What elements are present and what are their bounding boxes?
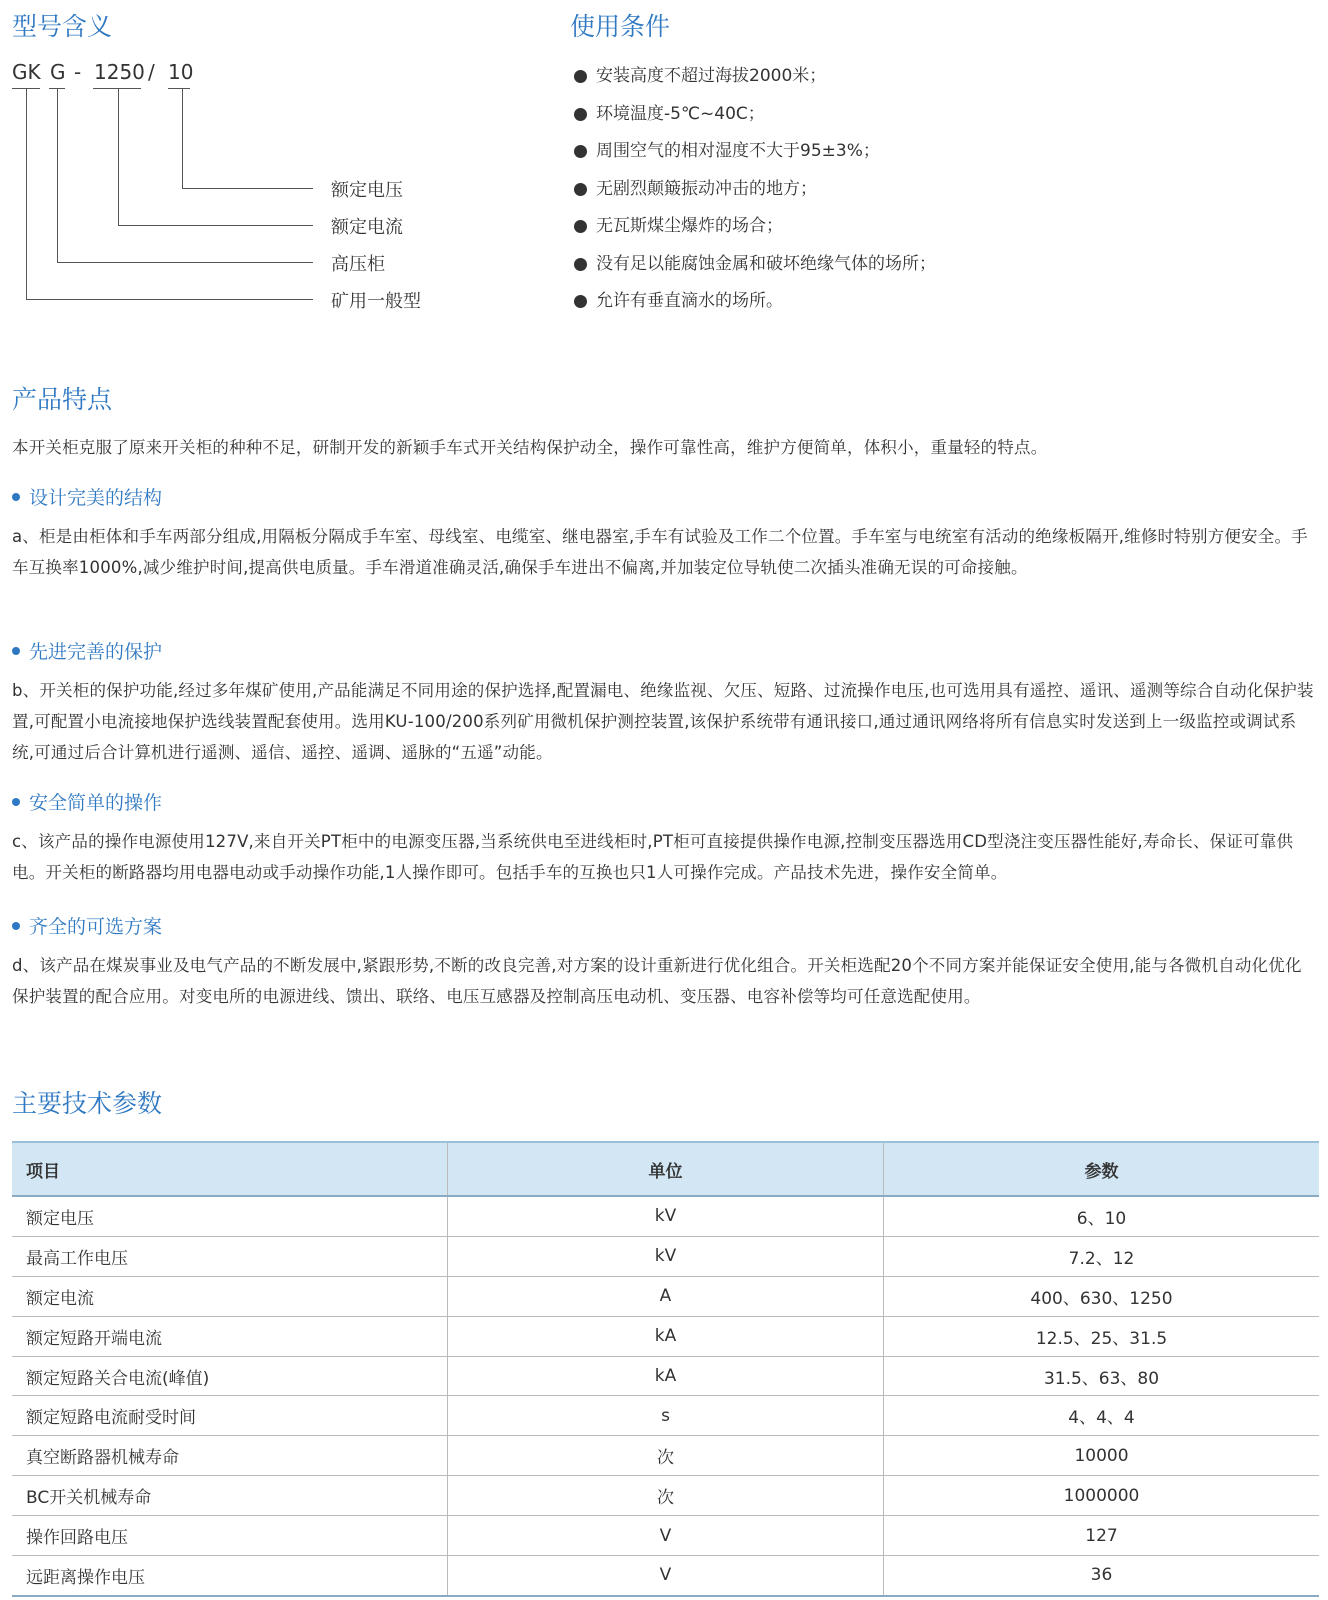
bullet-icon: [12, 493, 20, 501]
bracket-line: [182, 88, 183, 188]
table-row: 额定短路开端电流 kA 12.5、25、31.5: [12, 1316, 1319, 1356]
bullet-icon: [574, 183, 587, 196]
col-header-value: 参数: [884, 1142, 1320, 1196]
bullet-icon: [574, 108, 587, 121]
col-header-item: 项目: [12, 1142, 448, 1196]
model-title: 型号含义: [12, 12, 113, 41]
bullet-icon: [574, 145, 587, 158]
table-row: 远距离操作电压 V 36: [12, 1556, 1319, 1596]
table-row: BC开关机械寿命 次 1000000: [12, 1476, 1319, 1516]
bullet-icon: [574, 258, 587, 271]
model-code-p2: G: [50, 60, 66, 84]
bracket-line: [57, 88, 58, 262]
table-row: 真空断路器机械寿命 次 10000: [12, 1436, 1319, 1476]
bracket-line: [118, 88, 119, 225]
legend-rated-voltage: 额定电压: [331, 180, 403, 201]
bracket-line: [57, 262, 313, 263]
col-header-unit: 单位: [448, 1142, 884, 1196]
model-code-p1: GK: [12, 60, 41, 84]
table-row: 额定短路关合电流(峰值) kA 31.5、63、80: [12, 1356, 1319, 1396]
model-code-slash: /: [148, 60, 155, 84]
legend-hv-cabinet: 高压柜: [331, 254, 385, 275]
table-row: 额定短路电流耐受时间 s 4、4、4: [12, 1396, 1319, 1436]
condition-item: 周围空气的相对湿度不大于95±3%；: [574, 136, 936, 174]
bracket-line: [182, 188, 313, 189]
specs-table: [12, 1141, 1319, 1597]
condition-item: 环境温度-5℃~40C；: [574, 99, 936, 137]
feature-heading-protection: 先进完善的保护: [12, 637, 162, 664]
bracket-line: [26, 88, 27, 299]
bullet-icon: [574, 295, 587, 308]
code-underline: [168, 88, 190, 89]
bullet-icon: [12, 798, 20, 806]
condition-item: 允许有垂直滴水的场所。: [574, 286, 936, 324]
model-code-dash: -: [74, 60, 82, 84]
feature-heading-options: 齐全的可选方案: [12, 912, 162, 939]
bullet-icon: [12, 647, 20, 655]
table-header-row: [12, 1142, 1319, 1196]
table-row: 最高工作电压 kV 7.2、12: [12, 1236, 1319, 1276]
features-intro: 本开关柜克服了原来开关柜的种种不足，研制开发的新颖手车式开关结构保护动全，操作可靠性高，维护方便简单，体积小，重量轻的特点。: [12, 438, 1048, 457]
code-underline: [93, 88, 141, 89]
bracket-line: [26, 299, 313, 300]
model-code-p4: 10: [168, 60, 194, 84]
table-row: 操作回路电压 V 127: [12, 1516, 1319, 1556]
condition-item: 安装高度不超过海拔2000米；: [574, 61, 936, 99]
legend-mining-type: 矿用一般型: [331, 291, 421, 312]
condition-item: 没有足以能腐蚀金属和破坏绝缘气体的场所；: [574, 249, 936, 287]
bullet-icon: [12, 922, 20, 930]
features-title: 产品特点: [12, 385, 113, 414]
feature-heading-structure: 设计完美的结构: [12, 483, 162, 510]
condition-item: 无瓦斯煤尘爆炸的场合；: [574, 211, 936, 249]
bracket-line: [118, 225, 313, 226]
model-code-p3: 1250: [94, 60, 145, 84]
feature-text-options: d、该产品在煤炭事业及电气产品的不断发展中,紧跟形势,不断的改良完善,对方案的设计重新进行优化组合。开关柜选配20个不同方案并能保证安全使用,能与各微机自动化优化保护装置的配合应用。对变电所的电源进线、馈出、联络、电压互感器及控制高压电动机、变压器、电容补偿等均可任意选配使用。: [12, 956, 1302, 1006]
conditions-list: [574, 61, 936, 324]
conditions-title: 使用条件: [570, 12, 671, 41]
feature-heading-operation: 安全简单的操作: [12, 788, 162, 815]
feature-text-protection: b、开关柜的保护功能,经过多年煤矿使用,产品能满足不同用途的保护选择,配置漏电、绝缘监视、欠压、短路、过流操作电压,也可选用具有遥控、遥讯、遥测等综合自动化保护装置,可配置小电流接地保护选线装置配套使用。选用KU-100/200系列矿用微机保护测控装置,该保护系统带有通讯接口,通过通讯网络将所有信息实时发送到上一级监控或调试系统,可通过后合计算机进行遥测、遥信、遥控、遥调、遥脉的“五遥”动能。: [12, 681, 1314, 762]
bullet-icon: [574, 70, 587, 83]
legend-rated-current: 额定电流: [331, 217, 403, 238]
feature-text-operation: c、该产品的操作电源使用127V,来自开关PT柜中的电源变压器,当系统供电至进线柜时,PT柜可直接提供操作电源,控制变压器选用CD型浇注变压器性能好,寿命长、保证可靠供电。开关柜的断路器均用电器电动或手动操作功能,1人操作即可。包括手车的互换也只1人可操作完成。产品技术先进，操作安全简单。: [12, 832, 1294, 882]
feature-text-structure: a、柜是由柜体和手车两部分组成,用隔板分隔成手车室、母线室、电缆室、继电器室,手车有试验及工作二个位置。手车室与电统室有活动的绝缘板隔开,维修时特别方便安全。手车互换率1000%,减少维护时间,提高供电质量。手车滑道准确灵活,确保手车进出不偏离,并加装定位导轨使二次插头准确无误的可命接触。: [12, 527, 1308, 577]
specs-title: 主要技术参数: [12, 1089, 163, 1118]
table-row: 额定电流 A 400、630、1250: [12, 1276, 1319, 1316]
bullet-icon: [574, 220, 587, 233]
table-row: 额定电压 kV 6、10: [12, 1196, 1319, 1236]
condition-item: 无剧烈颠簸振动冲击的地方；: [574, 174, 936, 212]
